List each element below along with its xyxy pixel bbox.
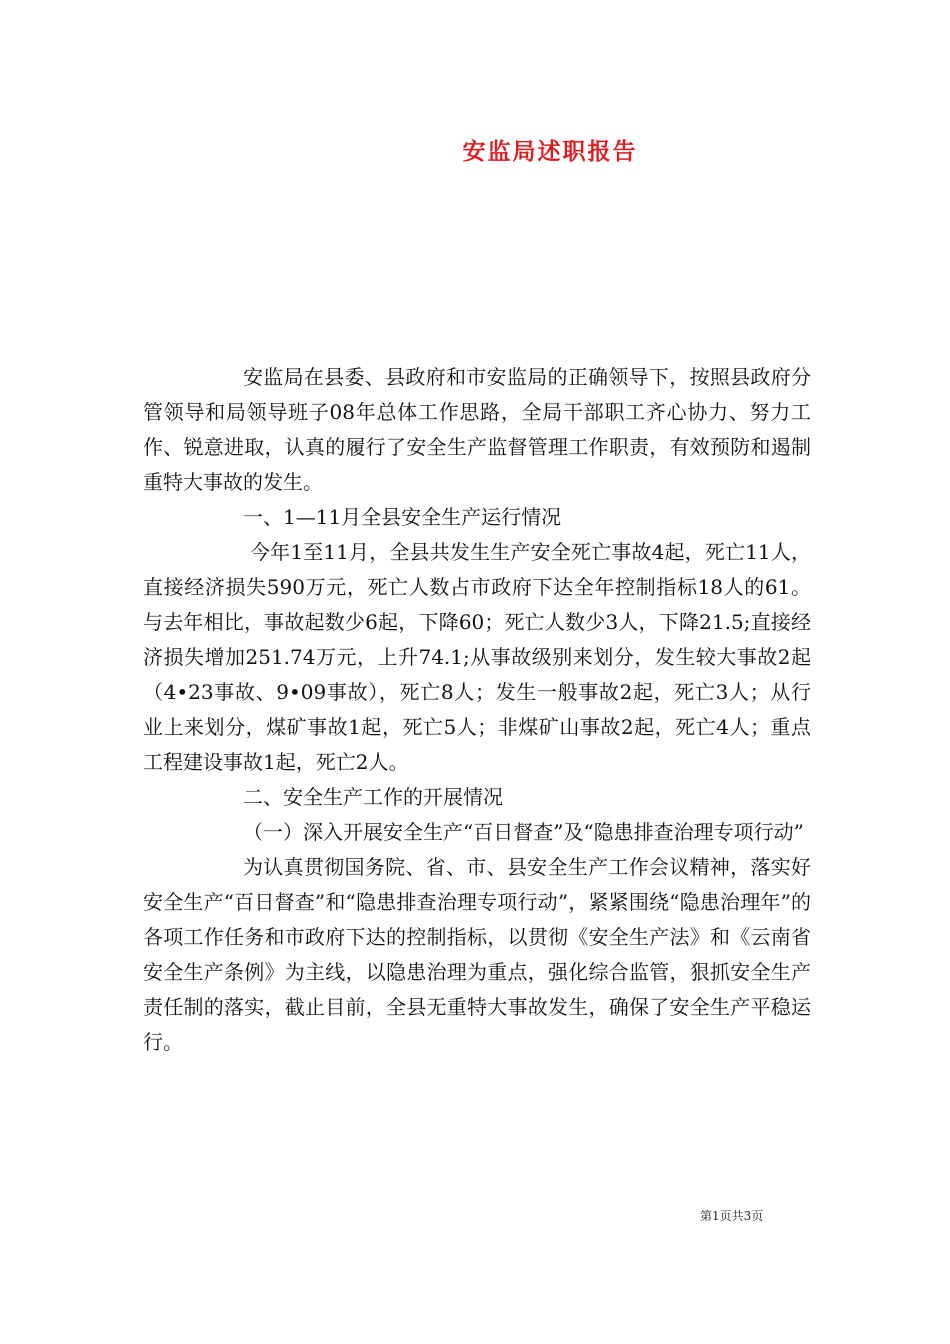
- page-number: 第1页共3页: [700, 1209, 764, 1223]
- measures-paragraph: 为认真贯彻国务院、省、市、县安全生产工作会议精神，落实好安全生产“百日督查”和“隐患排查治理专项行动”，紧紧围绕“隐患治理年”的各项工作任务和市政府下达的控制指标，以贯彻《安全生产法》和《云南省安全生产条例》为主线，以隐患治理为重点，强化综合监管，狠抓安全生产责任制的落实，截止目前，全县无重特大事故发生，确保了安全生产平稳运行。: [143, 855, 811, 1054]
- subsection-heading-1: （一）深入开展安全生产“百日督查”及“隐患排查治理专项行动”: [243, 820, 804, 844]
- section-heading-1: 一、1—11月全县安全生产运行情况: [243, 505, 562, 529]
- document-body: [143, 360, 811, 1060]
- document-title: 安监局述职报告: [462, 138, 638, 165]
- statistics-paragraph: 今年1至11月，全县共发生生产安全死亡事故4起，死亡11人，直接经济损失590万元，死亡人数占市政府下达全年控制指标18人的61。与去年相比，事故起数少6起，下降60；死亡人数少3人，下降21.5;直接经济损失增加251.74万元，上升74.1;从事故级别来划分，发生较大事故2起（4•23事故、9•09事故），死亡8人；发生一般事故2起，死亡3人；从行业上来划分，煤矿事故1起，死亡5人；非煤矿山事故2起，死亡4人；重点工程建设事故1起，死亡2人。: [143, 540, 811, 774]
- section-heading-2: 二、安全生产工作的开展情况: [243, 785, 503, 809]
- intro-paragraph: 安监局在县委、县政府和市安监局的正确领导下，按照县政府分管领导和局领导班子08年总体工作思路，全局干部职工齐心协力、努力工作、锐意进取，认真的履行了安全生产监督管理工作职责，有效预防和遏制重特大事故的发生。: [143, 365, 811, 494]
